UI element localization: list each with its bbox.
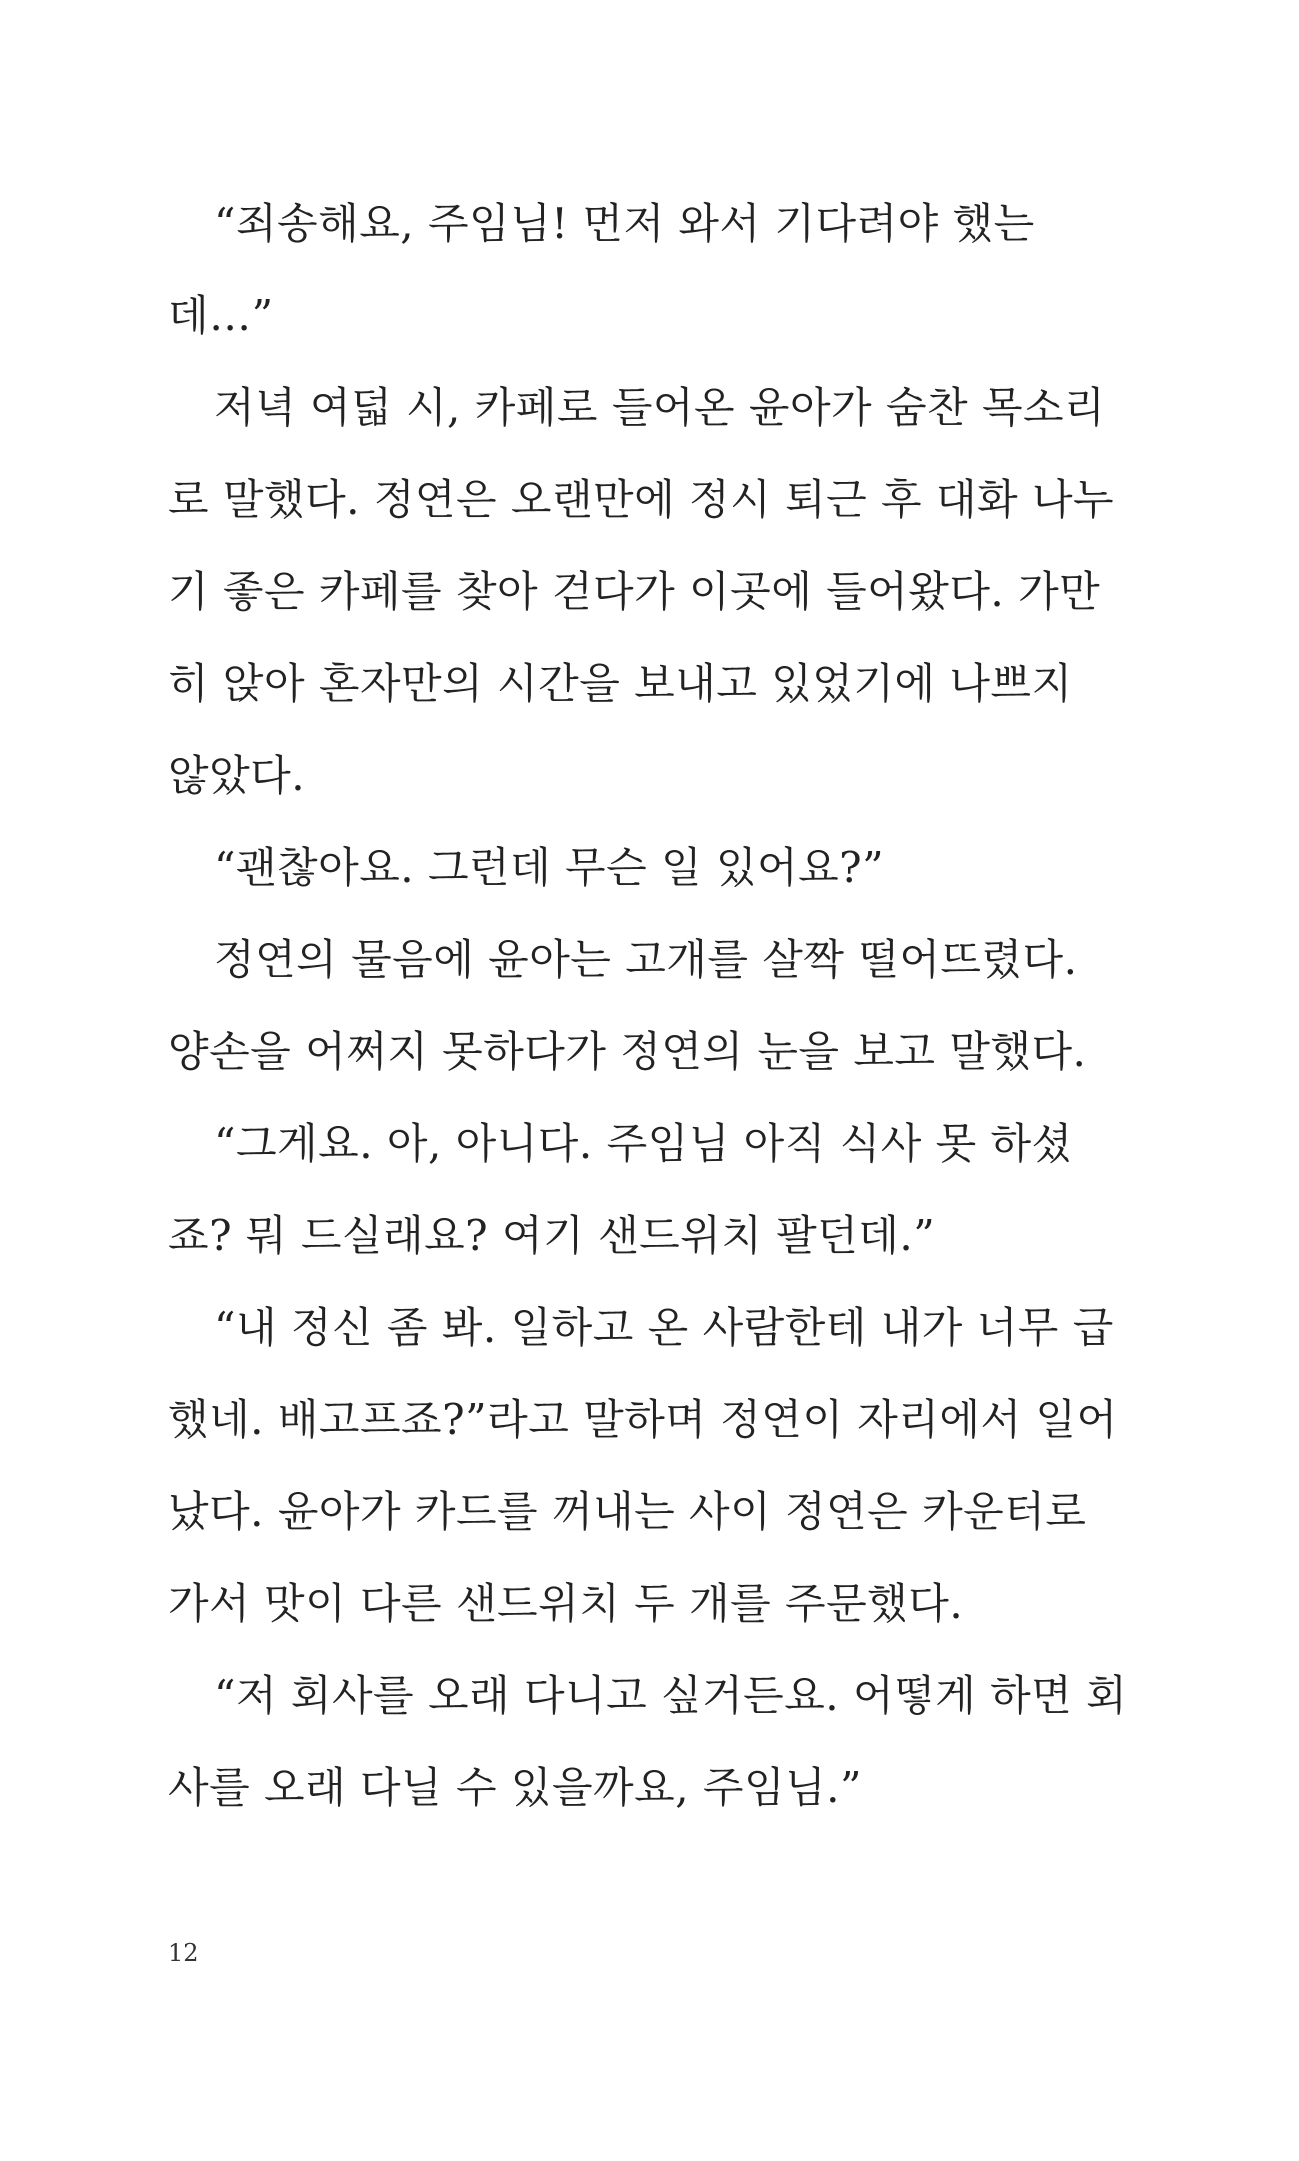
text-line: 사를 오래 다닐 수 있을까요, 주임님.”	[168, 1763, 862, 1812]
text-line: 죠? 뭐 드실래요? 여기 샌드위치 팔던데.”	[168, 1211, 936, 1260]
text-line: 했네. 배고프죠?”라고 말하며 정연이 자리에서 일어	[168, 1395, 1118, 1444]
text-line: 데…”	[168, 291, 274, 340]
text-line: “저 회사를 오래 다니고 싶거든요. 어떻게 하면 회	[214, 1671, 1128, 1720]
text-line: “괜찮아요. 그런데 무슨 일 있어요?”	[214, 843, 885, 892]
text-line: 났다. 윤아가 카드를 꺼내는 사이 정연은 카운터로	[168, 1487, 1087, 1536]
page-number: 12	[168, 1939, 199, 1967]
text-line: “내 정신 좀 봐. 일하고 온 사람한테 내가 너무 급	[214, 1303, 1114, 1352]
text-line: 저녁 여덟 시, 카페로 들어온 윤아가 숨찬 목소리	[214, 383, 1106, 432]
text-line: 히 앉아 혼자만의 시간을 보내고 있었기에 나쁘지	[168, 659, 1073, 708]
text-line: 로 말했다. 정연은 오랜만에 정시 퇴근 후 대화 나누	[168, 475, 1115, 524]
text-line: 양손을 어쩌지 못하다가 정연의 눈을 보고 말했다.	[168, 1027, 1087, 1076]
text-line: 가서 맛이 다른 샌드위치 두 개를 주문했다.	[168, 1579, 964, 1628]
text-line: “그게요. 아, 아니다. 주임님 아직 식사 못 하셨	[214, 1119, 1073, 1168]
text-line: 정연의 물음에 윤아는 고개를 살짝 떨어뜨렸다.	[214, 935, 1078, 984]
text-line: 않았다.	[168, 751, 306, 800]
text-line: 기 좋은 카페를 찾아 걷다가 이곳에 들어왔다. 가만	[168, 567, 1101, 616]
text-line: “죄송해요, 주임님! 먼저 와서 기다려야 했는	[214, 199, 1035, 248]
